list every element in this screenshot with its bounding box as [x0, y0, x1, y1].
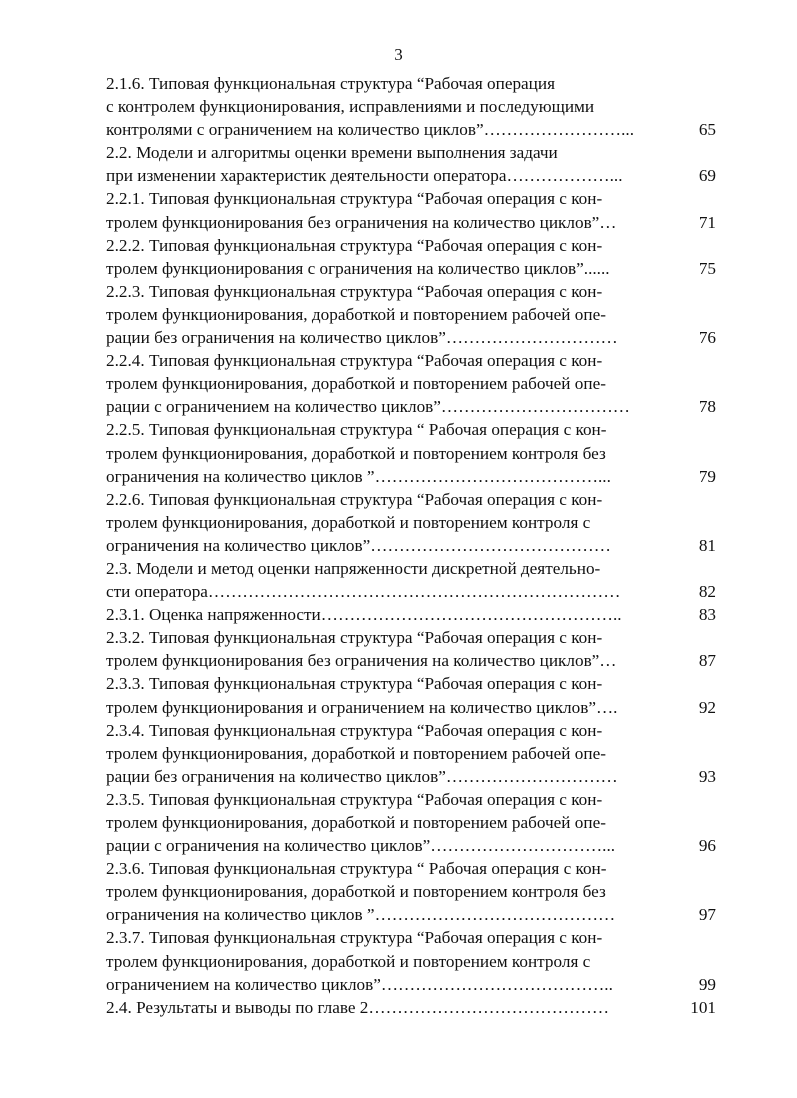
toc-entry-line: 2.3.4. Типовая функциональная структура “Рабочая операция с кон-	[106, 720, 603, 740]
toc-entry-line: 2.3.3. Типовая функциональная структура “Рабочая операция с кон-	[106, 674, 603, 694]
toc-entry	[106, 603, 716, 626]
toc-entry	[106, 72, 716, 141]
toc-entry-line: 2.2. Модели и алгоритмы оценки времени выполнения задачи	[106, 143, 558, 163]
toc-entry-line: тролем функционирования, доработкой и повторением рабочей опе-	[106, 304, 606, 324]
toc-entry-page-number: 83	[698, 605, 716, 625]
toc-entry-line: тролем функционирования, доработкой и повторением рабочей опе-	[106, 743, 606, 763]
toc-entry-line: 2.2.6. Типовая функциональная структура “Рабочая операция с кон-	[106, 489, 603, 509]
toc-entry-page-number: 75	[698, 258, 716, 278]
toc-entry-page-number: 71	[698, 212, 716, 232]
toc-entry-page-number: 79	[698, 466, 716, 486]
page-number: 3	[394, 45, 403, 64]
toc-entry	[106, 857, 716, 926]
toc-entry	[106, 141, 716, 187]
toc-entry-line: 2.2.3. Типовая функциональная структура “Рабочая операция с кон-	[106, 281, 603, 301]
toc-entry-page-number: 101	[690, 997, 716, 1017]
toc-entry	[106, 280, 716, 349]
toc-entry-line: 2.2.4. Типовая функциональная структура “Рабочая операция с кон-	[106, 351, 603, 371]
toc-entry-line: рации с ограничением на количество циклов”……………………………	[106, 397, 630, 417]
toc-entry-page-number: 65	[698, 120, 716, 140]
toc-entry-page-number: 81	[698, 535, 716, 555]
toc-entry	[106, 187, 716, 233]
toc-entry-line: ограничением на количество циклов”…………………………………..	[106, 974, 613, 994]
toc-entry-line: сти оператора………………………………………………………………	[106, 582, 621, 602]
toc-entry-line: тролем функционирования, доработкой и повторением контроля с	[106, 951, 591, 971]
table-of-contents	[106, 72, 716, 1019]
toc-entry-page-number: 87	[698, 651, 716, 671]
toc-entry-line: тролем функционирования, доработкой и повторением контроля с	[106, 512, 591, 532]
toc-entry-line: 2.3.6. Типовая функциональная структура “ Рабочая операция с кон-	[106, 859, 607, 879]
toc-entry-line: рации с ограничения на количество циклов”…………………………...	[106, 836, 616, 856]
toc-entry-page-number: 92	[698, 697, 716, 717]
toc-entry-line: тролем функционирования, доработкой и повторением контроля без	[106, 443, 606, 463]
toc-entry-line: ограничения на количество циклов ”…………………………………...	[106, 466, 611, 486]
toc-entry-line: ограничения на количество циклов ”……………………………………	[106, 905, 616, 925]
toc-entry-line: 2.1.6. Типовая функциональная структура “Рабочая операция	[106, 74, 555, 93]
toc-entry-line: 2.3.7. Типовая функциональная структура “Рабочая операция с кон-	[106, 928, 603, 948]
toc-entry	[106, 349, 716, 418]
toc-entry-line: 2.3.2. Типовая функциональная структура “Рабочая операция с кон-	[106, 628, 603, 648]
toc-entry-line: тролем функционирования, доработкой и повторением рабочей опе-	[106, 813, 606, 832]
toc-entry-page-number: 96	[698, 836, 716, 856]
toc-entry-page-number: 99	[698, 974, 716, 994]
toc-entry-line: тролем функционирования и ограничением на количество циклов”….	[106, 697, 618, 717]
toc-entry-line: рации без ограничения на количество циклов”…………………………	[106, 766, 618, 786]
toc-entry	[106, 626, 716, 672]
toc-entry-line: тролем функционирования, доработкой и повторением рабочей опе-	[106, 374, 606, 394]
toc-entry-line: 2.2.5. Типовая функциональная структура “ Рабочая операция с кон-	[106, 420, 607, 440]
toc-entry-page-number: 93	[698, 766, 716, 786]
toc-entry	[106, 926, 716, 995]
toc-entry-line: 2.2.2. Типовая функциональная структура “Рабочая операция с кон-	[106, 235, 603, 255]
toc-entry-line: тролем функционирования без ограничения на количество циклов”…	[106, 212, 617, 232]
toc-entry-line: при изменении характеристик деятельности оператора………………...	[106, 166, 623, 186]
toc-entry-line: 2.3. Модели и метод оценки напряженности дискретной деятельно-	[106, 558, 601, 578]
toc-entry	[106, 719, 716, 788]
toc-entry-line: тролем функционирования с ограничения на количество циклов”......	[106, 258, 610, 278]
toc-entry	[106, 996, 716, 1019]
toc-entry	[106, 788, 716, 857]
toc-entry-page-number: 78	[698, 397, 716, 417]
toc-entry-line: контролями с ограничением на количество циклов”……………………...	[106, 120, 634, 140]
toc-entry-page-number: 69	[698, 166, 716, 186]
toc-entry-page-number: 97	[698, 905, 716, 925]
toc-entry-line: с контролем функционирования, исправлениями и последующими	[106, 97, 595, 117]
toc-entry-page-number: 82	[698, 582, 716, 602]
toc-entry	[106, 234, 716, 280]
toc-entry	[106, 418, 716, 487]
toc-entry-line: 2.2.1. Типовая функциональная структура “Рабочая операция с кон-	[106, 189, 603, 209]
toc-entry-line: рации без ограничения на количество циклов”…………………………	[106, 328, 618, 348]
toc-entry-line: 2.3.1. Оценка напряженности……………………………………………..	[106, 605, 622, 625]
toc-entry	[106, 488, 716, 557]
toc-entry-line: 2.4. Результаты и выводы по главе 2……………………………………	[106, 997, 610, 1017]
toc-entry-page-number: 76	[698, 328, 716, 348]
toc-entry-line: 2.3.5. Типовая функциональная структура “Рабочая операция с кон-	[106, 789, 603, 809]
toc-entry-line: ограничения на количество циклов”……………………………………	[106, 535, 611, 555]
toc-entry-line: тролем функционирования, доработкой и повторением контроля без	[106, 882, 606, 902]
toc-entry	[106, 672, 716, 718]
toc-entry	[106, 557, 716, 603]
toc-entry-line: тролем функционирования без ограничения на количество циклов”…	[106, 651, 617, 671]
